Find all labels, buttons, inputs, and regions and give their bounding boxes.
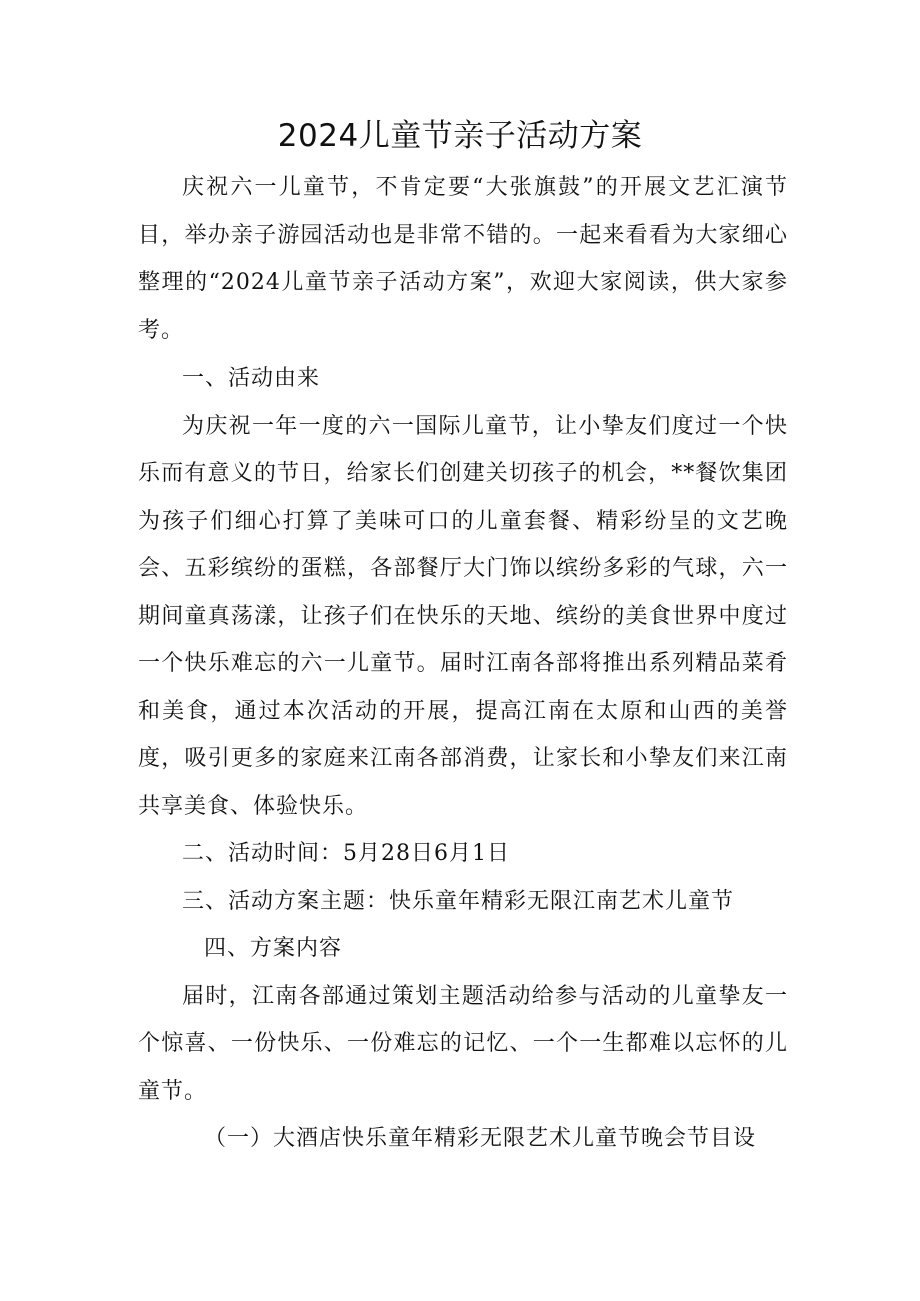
content-paragraph: 届时，江南各部通过策划主题活动给参与活动的儿童挚友一个惊喜、一份快乐、一份难忘的记忆、一个一生都难以忘怀的儿童节。 (138, 983, 788, 1104)
document-title: 2024儿童节亲子活动方案 (277, 118, 643, 154)
document-body (138, 164, 788, 1163)
section-heading-content: 四、方案内容 (204, 936, 343, 961)
intro-paragraph: 庆祝六一儿童节，不肯定要“大张旗鼓”的开展文艺汇演节目，举办亲子游园活动也是非常不错的。一起来看看为大家细心整理的“2024儿童节亲子活动方案”，欢迎大家阅读，供大家参考。 (138, 175, 788, 343)
section-heading-origin: 一、活动由来 (182, 366, 321, 391)
section-heading-theme: 三、活动方案主题：快乐童年精彩无限江南艺术儿童节 (182, 888, 735, 914)
subsection-heading-party: （一）大酒店快乐童年精彩无限艺术儿童节晚会节目设 (204, 1126, 757, 1151)
section-heading-time: 二、活动时间：5月28日6月1日 (182, 841, 510, 866)
origin-paragraph: 为庆祝一年一度的六一国际儿童节，让小挚友们度过一个快乐而有意义的节日，给家长们创建关切孩子的机会，**餐饮集团为孩子们细心打算了美味可口的儿童套餐、精彩纷呈的文艺晚会、五彩缤纷的蛋糕，各部餐厅大门饰以缤纷多彩的气球，六一期间童真荡漾，让孩子们在快乐的天地、缤纷的美食世界中度过一个快乐难忘的六一儿童节。届时江南各部将推出系列精品菜肴和美食，通过本次活动的开展，提高江南在太原和山西的美誉度，吸引更多的家庭来江南各部消费，让家长和小挚友们来江南共享美食、体验快乐。 (138, 413, 788, 819)
